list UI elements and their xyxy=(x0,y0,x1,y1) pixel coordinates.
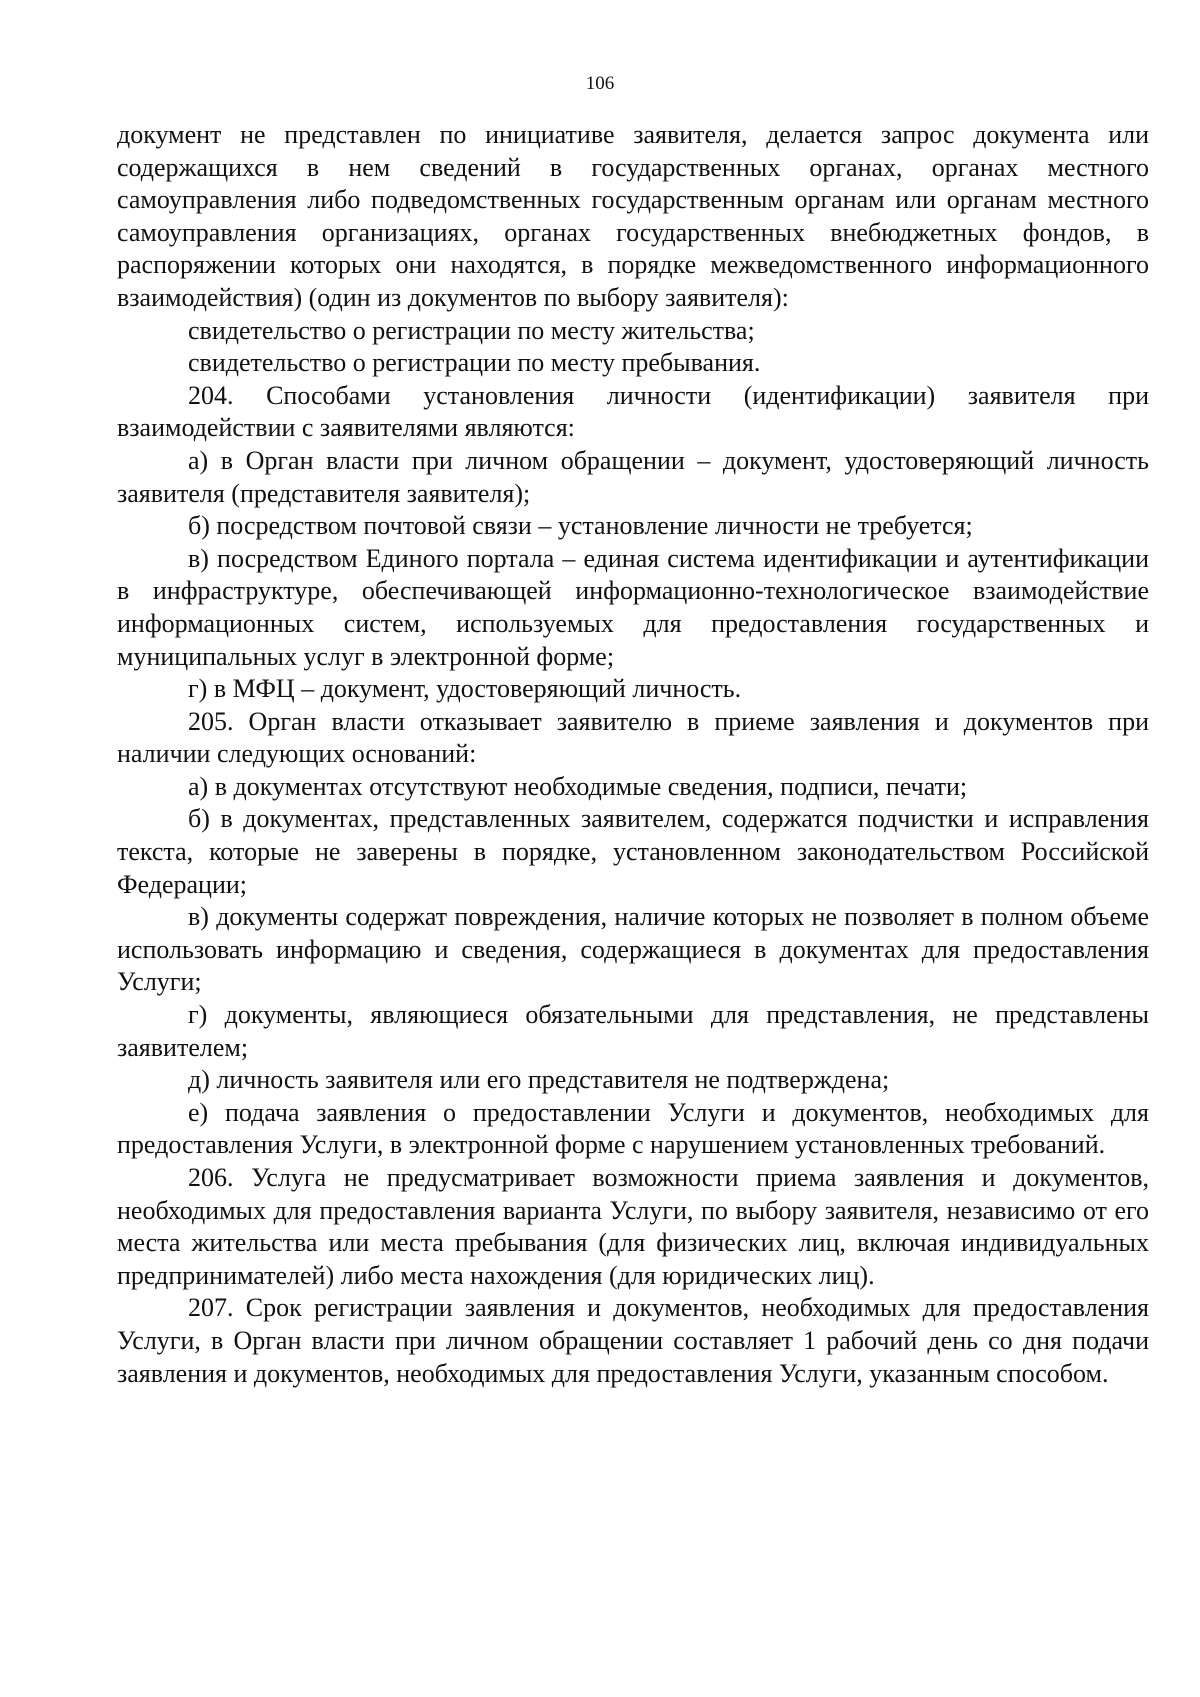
paragraph-205-e: е) подача заявления о предоставлении Услуги и документов, необходимых для предоставления Услуги, в электронной форме с нарушением установленных требований. xyxy=(117,1097,1149,1160)
paragraph-residence-certificate: свидетельство о регистрации по месту жительства; xyxy=(188,315,755,345)
document-body xyxy=(117,119,1149,1390)
paragraph-205-g: г) документы, являющиеся обязательными для представления, не представлены заявителем; xyxy=(117,1000,1149,1062)
paragraph-204-g: г) в МФЦ – документ, удостоверяющий личность. xyxy=(188,674,742,704)
page-number: 106 xyxy=(585,73,615,94)
paragraph-205-a: а) в документах отсутствуют необходимые сведения, подписи, печати; xyxy=(188,771,968,801)
paragraph-205: 205. Орган власти отказывает заявителю в приеме заявления и документов при наличии следующих оснований: xyxy=(117,706,1149,769)
paragraph-205-v: в) документы содержат повреждения, наличие которых не позволяет в полном объеме использовать информацию и сведения, содержащиеся в документах для предоставления Услуги; xyxy=(117,902,1149,997)
paragraph-stay-certificate: свидетельство о регистрации по месту пребывания. xyxy=(188,348,761,378)
paragraph-204-a: а) в Орган власти при личном обращении – документ, удостоверяющий личность заявителя (представителя заявителя); xyxy=(117,445,1149,508)
paragraph-204-b: б) посредством почтовой связи – установление личности не требуется; xyxy=(188,511,973,541)
paragraph-204: 204. Способами установления личности (идентификации) заявителя при взаимодействии с заявителями являются: xyxy=(117,380,1149,443)
paragraph-207: 207. Срок регистрации заявления и документов, необходимых для предоставления Услуги, в Орган власти при личном обращении составляет 1 рабочий день со дня подачи заявления и документов, необходимых для предоставления Услуги, указанным способом. xyxy=(117,1293,1149,1388)
paragraph-206: 206. Услуга не предусматривает возможности приема заявления и документов, необходимых для предоставления варианта Услуги, по выбору заявителя, независимо от его места жительства или места пребывания (для физических лиц, включая индивидуальных предпринимателей) либо места нахождения (для юридических лиц). xyxy=(117,1163,1149,1290)
paragraph-continuation: документ не представлен по инициативе заявителя, делается запрос документа или содержащихся в нем сведений в государственных органах, органах местного самоуправления либо подведомственных государственным органам или органам местного самоуправления организациях, органах государственных внебюджетных фондов, в распоряжении которых они находятся, в порядке межведомственного информационного взаимодействия) (один из документов по выбору заявителя): xyxy=(117,120,1149,312)
paragraph-205-d: д) личность заявителя или его представителя не подтверждена; xyxy=(188,1065,890,1095)
paragraph-205-b: б) в документах, представленных заявителем, содержатся подчистки и исправления текста, которые не заверены в порядке, установленном законодательством Российской Федерации; xyxy=(117,804,1149,899)
paragraph-204-v: в) посредством Единого портала – единая система идентификации и аутентификации в инфраструктуре, обеспечивающей информационно-технологическое взаимодействие информационных систем, используемых для предоставления государственных и муниципальных услуг в электронной форме; xyxy=(117,543,1149,671)
